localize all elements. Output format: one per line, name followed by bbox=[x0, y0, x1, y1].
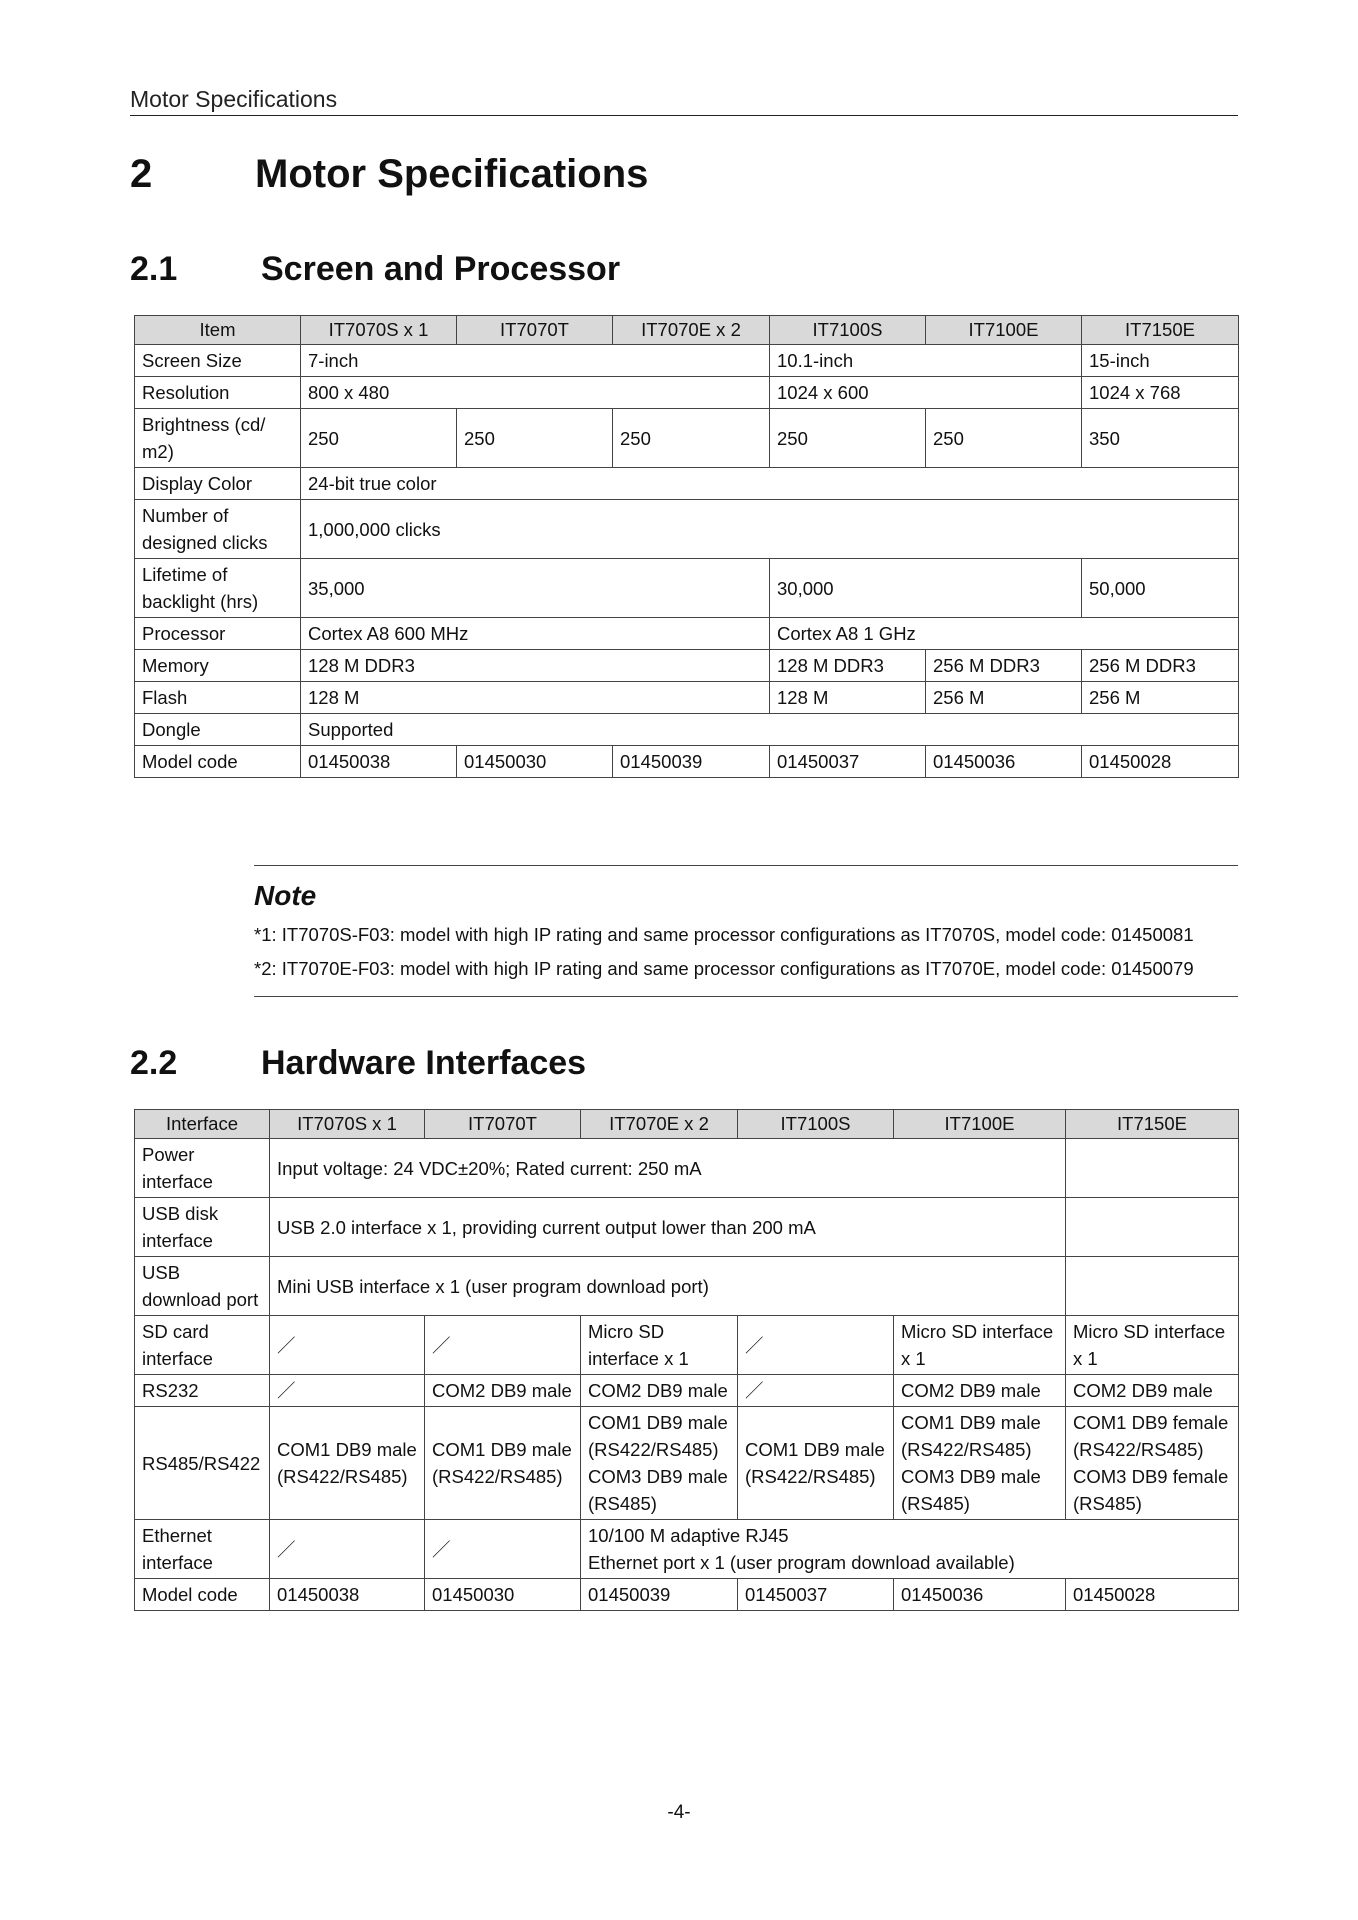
table-row bbox=[135, 468, 1239, 500]
table-row bbox=[135, 409, 1239, 468]
cell-line: (RS422/RS485) bbox=[588, 1439, 719, 1460]
table-cell: 250 bbox=[770, 409, 926, 468]
section-number: 2.1 bbox=[130, 250, 178, 288]
table-cell: 128 M bbox=[770, 682, 926, 714]
cell-line: COM3 DB9 male bbox=[588, 1466, 728, 1487]
cell-line: (RS485) bbox=[588, 1493, 657, 1514]
cell-line: COM1 DB9 male bbox=[901, 1412, 1041, 1433]
table-cell: 128 M bbox=[301, 682, 770, 714]
cell-line: COM1 DB9 male bbox=[432, 1439, 572, 1460]
row-label: SD card interface bbox=[135, 1316, 270, 1375]
table-cell: 256 M bbox=[926, 682, 1082, 714]
table-cell: 01450030 bbox=[457, 746, 613, 778]
table-cell: 7-inch bbox=[301, 345, 770, 377]
table-cell bbox=[1066, 1407, 1239, 1520]
table-cell: 01450030 bbox=[425, 1579, 581, 1611]
slash-mark: ／ bbox=[738, 1316, 894, 1375]
table-cell: Cortex A8 1 GHz bbox=[770, 618, 1239, 650]
table-row bbox=[135, 1257, 1239, 1316]
cell-line: (RS422/RS485) bbox=[1073, 1439, 1204, 1460]
note-line: *2: IT7070E-F03: model with high IP rating and same processor configurations as IT7070E, model code: 01450079 bbox=[254, 958, 1194, 979]
row-label: Screen Size bbox=[135, 345, 301, 377]
row-label: Processor bbox=[135, 618, 301, 650]
table-cell: 01450028 bbox=[1082, 746, 1239, 778]
table-cell: 50,000 bbox=[1082, 559, 1239, 618]
table-cell: Cortex A8 600 MHz bbox=[301, 618, 770, 650]
table-cell: 1024 x 600 bbox=[770, 377, 1082, 409]
row-label: Model code bbox=[135, 746, 301, 778]
table-cell: Micro SD interface x 1 bbox=[894, 1316, 1066, 1375]
table-cell: 01450036 bbox=[926, 746, 1082, 778]
row-label: Resolution bbox=[135, 377, 301, 409]
column-header: IT7070S x 1 bbox=[301, 316, 457, 345]
table-cell: 128 M DDR3 bbox=[770, 650, 926, 682]
table-cell bbox=[1066, 1139, 1239, 1198]
table-cell: Input voltage: 24 VDC±20%; Rated current: 250 mA bbox=[270, 1139, 1066, 1198]
table-cell: 250 bbox=[457, 409, 613, 468]
table-row bbox=[135, 1579, 1239, 1611]
table-header-row bbox=[135, 316, 1239, 345]
table-cell bbox=[738, 1407, 894, 1520]
cell-line: (RS422/RS485) bbox=[277, 1466, 408, 1487]
table-cell: USB 2.0 interface x 1, providing current output lower than 200 mA bbox=[270, 1198, 1066, 1257]
table-header-row bbox=[135, 1110, 1239, 1139]
table-row bbox=[135, 1316, 1239, 1375]
cell-line: COM1 DB9 male bbox=[277, 1439, 417, 1460]
cell-line: (RS422/RS485) bbox=[432, 1466, 563, 1487]
column-header: IT7070S x 1 bbox=[270, 1110, 425, 1139]
table-cell: Micro SD interface x 1 bbox=[1066, 1316, 1239, 1375]
table-cell: Supported bbox=[301, 714, 1239, 746]
table-cell: 01450039 bbox=[613, 746, 770, 778]
table-cell bbox=[425, 1407, 581, 1520]
row-label: Number of designed clicks bbox=[135, 500, 301, 559]
cell-line: (RS422/RS485) bbox=[901, 1439, 1032, 1460]
section-title: Screen and Processor bbox=[261, 250, 621, 288]
table-cell: 250 bbox=[926, 409, 1082, 468]
section-title: Hardware Interfaces bbox=[261, 1044, 587, 1082]
column-header: Item bbox=[135, 316, 301, 345]
table-cell: Micro SD interface x 1 bbox=[581, 1316, 738, 1375]
table-cell: 01450037 bbox=[770, 746, 926, 778]
column-header: IT7070E x 2 bbox=[613, 316, 770, 345]
table-row bbox=[135, 650, 1239, 682]
table-row bbox=[135, 345, 1239, 377]
note-line: *1: IT7070S-F03: model with high IP rating and same processor configurations as IT7070S, model code: 01450081 bbox=[254, 924, 1194, 945]
table-row bbox=[135, 559, 1239, 618]
section-number: 2.2 bbox=[130, 1044, 178, 1082]
column-header: IT7070T bbox=[457, 316, 613, 345]
section-heading-screen bbox=[130, 250, 620, 289]
row-label: RS485/RS422 bbox=[135, 1407, 270, 1520]
table-cell: 35,000 bbox=[301, 559, 770, 618]
column-header: Interface bbox=[135, 1110, 270, 1139]
row-label: Flash bbox=[135, 682, 301, 714]
running-header: Motor Specifications bbox=[130, 86, 1238, 116]
table-row bbox=[135, 1139, 1239, 1198]
slash-mark: ／ bbox=[425, 1520, 581, 1579]
column-header: IT7150E bbox=[1082, 316, 1239, 345]
table-cell: COM2 DB9 male bbox=[425, 1375, 581, 1407]
table-row bbox=[135, 1407, 1239, 1520]
slash-mark: ／ bbox=[270, 1375, 425, 1407]
column-header: IT7100E bbox=[894, 1110, 1066, 1139]
row-label: Lifetime of backlight (hrs) bbox=[135, 559, 301, 618]
table-cell: 01450028 bbox=[1066, 1579, 1239, 1611]
table-cell: 01450037 bbox=[738, 1579, 894, 1611]
row-label: USB download port bbox=[135, 1257, 270, 1316]
table-cell: 250 bbox=[613, 409, 770, 468]
table-row bbox=[135, 714, 1239, 746]
row-label: Brightness (cd/ m2) bbox=[135, 409, 301, 468]
cell-line: COM1 DB9 male bbox=[745, 1439, 885, 1460]
chapter-heading bbox=[130, 152, 648, 197]
table-cell: 01450039 bbox=[581, 1579, 738, 1611]
cell-line: (RS485) bbox=[901, 1493, 970, 1514]
table-cell: 1,000,000 clicks bbox=[301, 500, 1239, 559]
table-cell: 800 x 480 bbox=[301, 377, 770, 409]
slash-mark: ／ bbox=[738, 1375, 894, 1407]
cell-line: COM3 DB9 male bbox=[901, 1466, 1041, 1487]
table-cell: 30,000 bbox=[770, 559, 1082, 618]
table-cell bbox=[894, 1407, 1066, 1520]
table-row bbox=[135, 618, 1239, 650]
cell-line: COM3 DB9 female bbox=[1073, 1466, 1229, 1487]
row-label: Model code bbox=[135, 1579, 270, 1611]
screen-processor-table bbox=[134, 315, 1239, 778]
table-cell: 256 M DDR3 bbox=[1082, 650, 1239, 682]
cell-line: COM1 DB9 male bbox=[588, 1412, 728, 1433]
table-cell: COM2 DB9 male bbox=[581, 1375, 738, 1407]
table-cell: 01450036 bbox=[894, 1579, 1066, 1611]
page-number: -4- bbox=[667, 1802, 691, 1823]
table-cell: 250 bbox=[301, 409, 457, 468]
column-header: IT7100S bbox=[738, 1110, 894, 1139]
table-row bbox=[135, 682, 1239, 714]
table-cell: COM2 DB9 male bbox=[1066, 1375, 1239, 1407]
table-cell bbox=[270, 1407, 425, 1520]
table-cell bbox=[581, 1407, 738, 1520]
table-row bbox=[135, 377, 1239, 409]
table-cell: 10.1-inch bbox=[770, 345, 1082, 377]
table-row bbox=[135, 1520, 1239, 1579]
column-header: IT7100E bbox=[926, 316, 1082, 345]
row-label: RS232 bbox=[135, 1375, 270, 1407]
table-cell: COM2 DB9 male bbox=[894, 1375, 1066, 1407]
table-cell: 256 M bbox=[1082, 682, 1239, 714]
row-label: Power interface bbox=[135, 1139, 270, 1198]
slash-mark: ／ bbox=[270, 1520, 425, 1579]
column-header: IT7150E bbox=[1066, 1110, 1239, 1139]
cell-line: 10/100 M adaptive RJ45 bbox=[588, 1525, 789, 1546]
table-cell: 24-bit true color bbox=[301, 468, 1239, 500]
slash-mark: ／ bbox=[425, 1316, 581, 1375]
table-row bbox=[135, 1375, 1239, 1407]
column-header: IT7070T bbox=[425, 1110, 581, 1139]
cell-line: (RS422/RS485) bbox=[745, 1466, 876, 1487]
table-row bbox=[135, 1198, 1239, 1257]
row-label: Dongle bbox=[135, 714, 301, 746]
table-cell bbox=[1066, 1257, 1239, 1316]
cell-line: Ethernet port x 1 (user program download available) bbox=[588, 1552, 1015, 1573]
note-title: Note bbox=[254, 880, 317, 911]
table-cell: 01450038 bbox=[301, 746, 457, 778]
row-label: Display Color bbox=[135, 468, 301, 500]
table-cell: 01450038 bbox=[270, 1579, 425, 1611]
table-cell: Mini USB interface x 1 (user program download port) bbox=[270, 1257, 1066, 1316]
cell-line: (RS485) bbox=[1073, 1493, 1142, 1514]
chapter-title: Motor Specifications bbox=[255, 152, 649, 196]
note-block bbox=[254, 865, 1238, 997]
section-heading-hardware bbox=[130, 1044, 586, 1083]
table-cell: 256 M DDR3 bbox=[926, 650, 1082, 682]
chapter-number: 2 bbox=[130, 152, 153, 196]
table-cell bbox=[1066, 1198, 1239, 1257]
table-row bbox=[135, 500, 1239, 559]
row-label: Ethernet interface bbox=[135, 1520, 270, 1579]
table-cell: 15-inch bbox=[1082, 345, 1239, 377]
row-label: Memory bbox=[135, 650, 301, 682]
table-row bbox=[135, 746, 1239, 778]
slash-mark: ／ bbox=[270, 1316, 425, 1375]
table-cell bbox=[581, 1520, 1239, 1579]
cell-line: COM1 DB9 female bbox=[1073, 1412, 1229, 1433]
row-label: USB disk interface bbox=[135, 1198, 270, 1257]
hardware-interfaces-table bbox=[134, 1109, 1239, 1611]
table-cell: 350 bbox=[1082, 409, 1239, 468]
column-header: IT7100S bbox=[770, 316, 926, 345]
table-cell: 1024 x 768 bbox=[1082, 377, 1239, 409]
table-cell: 128 M DDR3 bbox=[301, 650, 770, 682]
column-header: IT7070E x 2 bbox=[581, 1110, 738, 1139]
